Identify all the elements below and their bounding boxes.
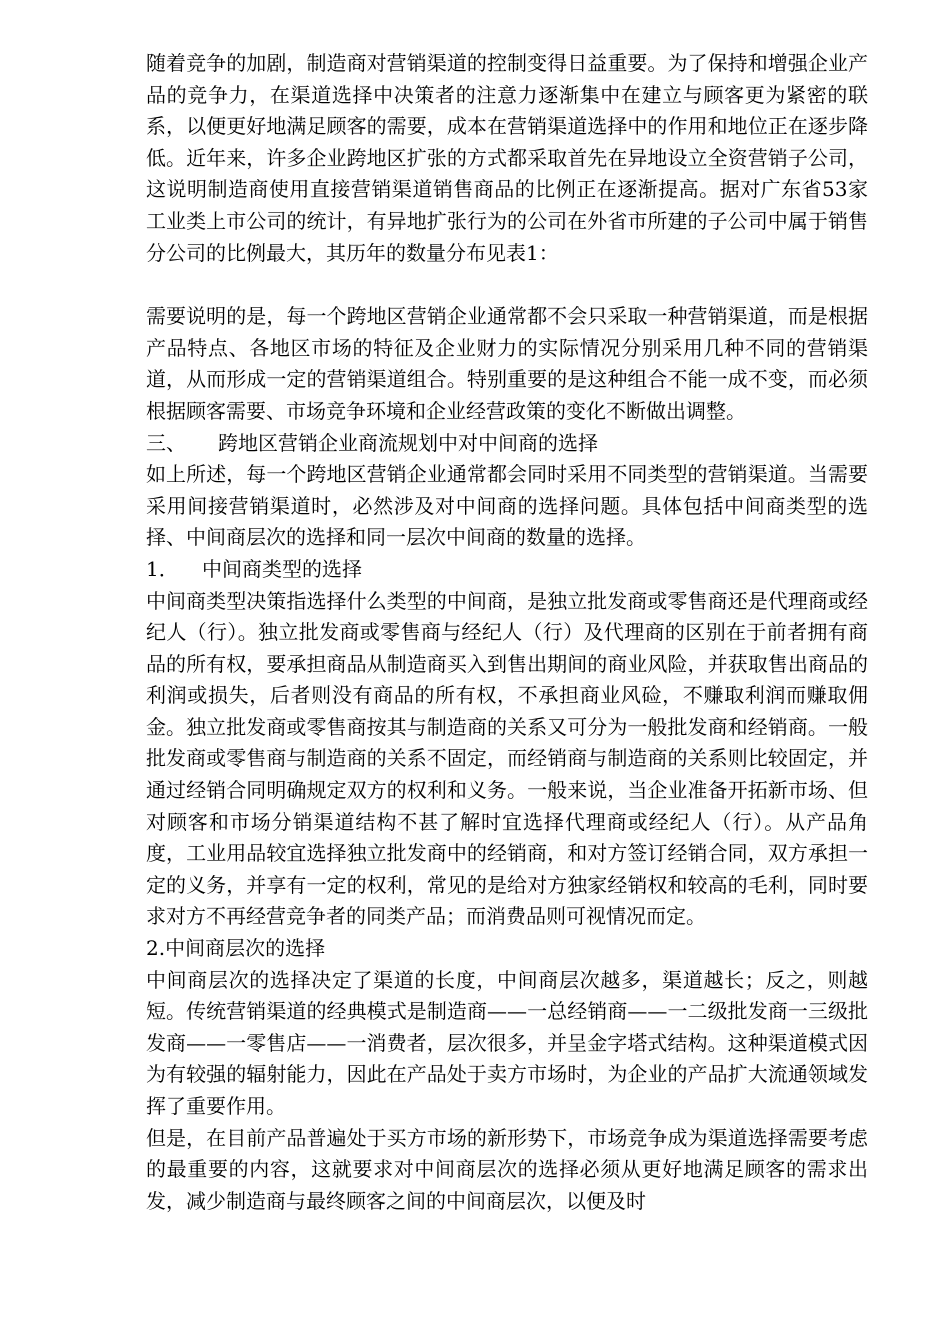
section-number: 三、 <box>146 430 186 455</box>
paragraph-intermediary-type: 中间商类型决策指选择什么类型的中间商，是独立批发商或零售商还是代理商或经纪人（行）。独立批发商或零售商与经纪人（行）及代理商的区别在于前者拥有商品的所有权，要承担商品从制造商买入到售出期间的商业风险，并获取售出商品的利润或损失，后者则没有商品的所有权，不承担商业风硷，不赚取利润而赚取佣金。独立批发商或零售商按其与制造商的关系又可分为一般批发商和经销商。一般批发商或零售商与制造商的关系不固定，而经销商与制造商的关系则比较固定，并通过经销合同明确规定双方的权利和义务。一般来说，当企业准备开拓新市场、但对顾客和市场分销渠道结构不甚了解时宜选择代理商或经纪人（行）。从产品角度，工业用品较宜选择独立批发商中的经销商，和对方签订经销合同，双方承担一定的义务，并享有一定的权利，常见的是给对方独家经销权和较高的毛利，同时要求对方不再经营竞争者的同类产品；而消费品则可视情况而定。 <box>146 588 868 929</box>
table-placeholder-gap <box>146 269 868 301</box>
subsection-heading-2: 2.中间商层次的选择 <box>146 936 326 961</box>
paragraph-intermediary-intro: 如上所述，每一个跨地区营销企业通常都会同时采用不同类型的营销渠道。当需要采用间接营销渠道时，必然涉及对中间商的选择问题。具体包括中间商类型的选择、中间商层次的选择和同一层次中间商的数量的选择。 <box>146 462 868 550</box>
paragraph-intermediary-level: 中间商层次的选择决定了渠道的长度，中间商层次越多，渠道越长；反之，则越短。传统营销渠道的经典模式是制造商——一总经销商——一二级批发商一三级批发商——一零售店——一消费者，层次很多，并呈金字塔式结构。这种渠道模式因为有较强的辐射能力，因此在产品处于卖方市场时，为企业的产品扩大流通领域发挥了重要作用。 <box>146 967 868 1118</box>
paragraph-channel-mix: 需要说明的是，每一个跨地区营销企业通常都不会只采取一种营销渠道，而是根据产品特点、各地区市场的特征及企业财力的实际情况分别采用几种不同的营销渠道，从而形成一定的营销渠道组合。特别重要的是这种组合不能一成不变，而必须根据顾客需要、市场竞争环境和企业经营政策的变化不断做出调整。 <box>146 304 868 423</box>
subsection-number: 1． <box>146 556 179 581</box>
document-page <box>146 48 868 1217</box>
subsection-title: 中间商类型的选择 <box>202 556 362 581</box>
paragraph-intro: 随着竞争的加剧，制造商对营销渠道的控制变得日益重要。为了保持和增强企业产品的竞争力，在渠道选择中决策者的注意力逐渐集中在建立与顾客更为紧密的联系，以便更好地满足顾客的需要，成本在营销渠道选择中的作用和地位正在逐步降低。近年来，许多企业跨地区扩张的方式都采取首先在异地设立全资营销子公司，这说明制造商使用直接营销渠道销售商品的比例正在逐渐提高。据对广东省53家工业类上市公司的统计，有异地扩张行为的公司在外省市所建的子公司中属于销售分公司的比例最大，其历年的数量分布见表1： <box>146 51 868 265</box>
section-heading-3 <box>146 428 868 460</box>
paragraph-buyer-market: 但是，在目前产品普遍处于买方市场的新形势下，市场竞争成为渠道选择需要考虑的最重要的内容，这就要求对中间商层次的选择必须从更好地满足顾客的需求出发，减少制造商与最终顾客之间的中间商层次，以便及时 <box>146 1125 868 1213</box>
subsection-heading-1 <box>146 554 868 586</box>
section-title: 跨地区营销企业商流规划中对中间商的选择 <box>218 430 598 455</box>
